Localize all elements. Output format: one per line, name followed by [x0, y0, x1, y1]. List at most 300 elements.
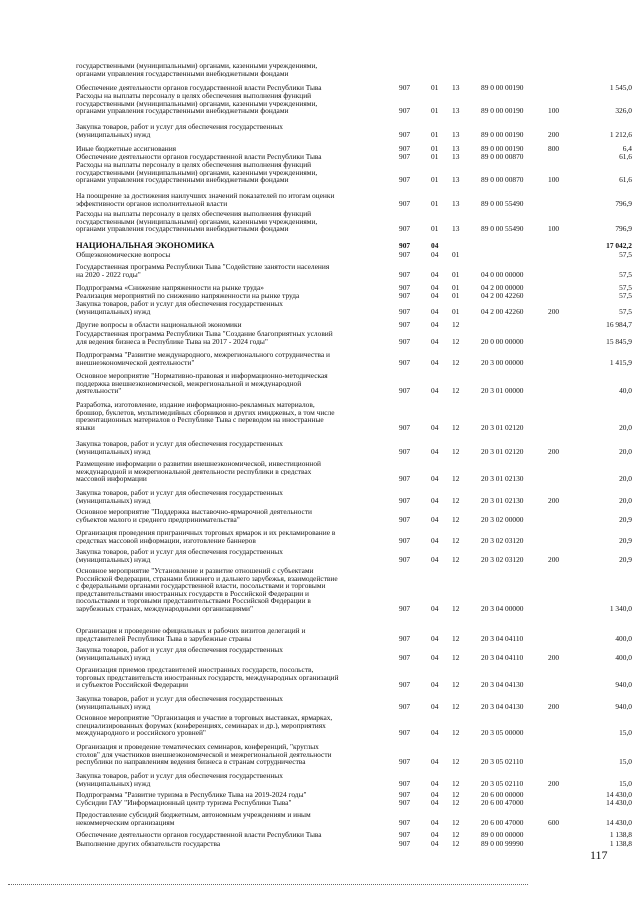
row-sum: 20,9	[619, 554, 632, 564]
row-ved: 907	[399, 652, 411, 662]
row-pr: 12	[452, 320, 460, 329]
row-rz: 01	[431, 152, 439, 161]
row-pr: 12	[452, 778, 460, 788]
row-pr: 01	[452, 283, 460, 292]
row-sum: 940,0	[615, 680, 632, 689]
row-vr: 100	[548, 224, 560, 233]
row-rz: 04	[431, 680, 439, 689]
row-pr: 01	[452, 291, 460, 300]
row-vr: 200	[548, 306, 560, 316]
row-pr: 13	[452, 106, 460, 115]
row-name-line: (муниципальных) нужд	[76, 447, 151, 455]
row-cs: 89 0 00 55490	[481, 198, 524, 208]
row-name-line: Основное мероприятие "Поддержка выставочно-ярмарочной деятельности	[76, 508, 313, 516]
row-vr: 200	[548, 778, 560, 788]
row-pr: 12	[452, 446, 460, 456]
row-ved: 907	[399, 514, 411, 524]
row-pr: 12	[452, 652, 460, 662]
row-pr: 12	[452, 336, 460, 346]
row-name-line: Основное мероприятие "Установление и развитие отношений с субъектами	[76, 567, 314, 575]
row-name-line: массовой информации	[76, 475, 147, 483]
row-sum: 20,9	[619, 514, 632, 524]
row-rz: 04	[431, 757, 439, 766]
row-name	[76, 508, 386, 523]
row-ved: 907	[399, 386, 411, 395]
row-rz: 04	[431, 283, 439, 292]
row-sum: 61,6	[619, 175, 632, 184]
row-ved: 907	[399, 554, 411, 564]
row-name-line: Организация и проведение официальных и рабочих визитов делегаций и	[76, 627, 306, 635]
row-name-line: зарубежных странах, международными организациями"	[76, 604, 253, 612]
row-name	[76, 772, 386, 787]
row-cs: 89 0 00 00190	[481, 83, 524, 92]
row-ved: 907	[399, 152, 411, 161]
row-pr: 12	[452, 757, 460, 766]
row-rz: 04	[431, 446, 439, 456]
row-name	[76, 161, 386, 184]
row-name-line: (муниципальных) нужд	[76, 702, 151, 710]
row-name-line: (муниципальных) нужд	[76, 496, 151, 504]
row-cs: 20 3 02 00000	[481, 514, 524, 524]
row-ved: 907	[399, 633, 411, 643]
row-vr: 200	[548, 129, 560, 139]
row-name-line: государственными (муниципальными) органами, казенными учреждениями,	[76, 99, 318, 107]
row-name-line: средствах массовой информации, изготовление баннеров	[76, 536, 256, 544]
row-pr: 13	[452, 83, 460, 92]
row-name	[76, 62, 386, 77]
row-cs: 20 3 04 04130	[481, 680, 524, 689]
row-pr: 13	[452, 175, 460, 184]
row-vr: 200	[548, 446, 560, 456]
row-ved: 907	[399, 320, 411, 329]
row-ved: 907	[399, 241, 411, 250]
row-name-line: Расходы на выплаты персоналу в целях обеспечения выполнения функций	[76, 92, 312, 100]
row-pr: 12	[452, 535, 460, 545]
row-cs: 20 3 04 04110	[481, 633, 524, 643]
row-cs: 20 3 04 04130	[481, 701, 524, 711]
row-name-line: Государственная программа Республики Тыва "Создание благоприятных условий	[76, 330, 333, 338]
row-name-line: субъектов малого и среднего предпринимательства"	[76, 515, 240, 523]
row-rz: 04	[431, 357, 439, 367]
row-pr: 12	[452, 680, 460, 689]
row-ved: 907	[399, 306, 411, 316]
row-name-line: Расходы на выплаты персоналу в целях обеспечения выполнения функций	[76, 161, 312, 169]
row-ved: 907	[399, 224, 411, 233]
row-cs: 04 2 00 00000	[481, 283, 524, 292]
row-sum: 1 340,0	[609, 603, 632, 613]
row-rz: 04	[431, 386, 439, 395]
row-name-line: столов" для участников внешнеэкономической и межрегиональной деятельности	[76, 750, 332, 758]
row-name-line: торговых представительств иностранных государств, международных организаций	[76, 673, 339, 681]
row-ved: 907	[399, 757, 411, 766]
row-rz: 04	[431, 535, 439, 545]
row-name	[76, 714, 386, 737]
row-name	[76, 840, 386, 848]
row-vr: 200	[548, 701, 560, 711]
row-ved: 907	[399, 198, 411, 208]
row-name-line: Основное мероприятие "Нормативно-правовая и информационно-методическая	[76, 372, 328, 380]
row-name	[76, 284, 386, 292]
row-sum: 400,0	[615, 652, 632, 662]
row-cs: 20 3 01 00000	[481, 386, 524, 395]
row-name-line: Подпрограмма «Снижение напряженности на рынке труда»	[76, 284, 264, 292]
row-rz: 04	[431, 422, 439, 432]
row-name	[76, 330, 386, 345]
row-sum: 20,9	[619, 535, 632, 545]
row-rz: 04	[431, 554, 439, 564]
row-sum: 57,5	[619, 269, 632, 279]
row-rz: 04	[431, 633, 439, 643]
row-cs: 04 2 00 42260	[481, 291, 524, 300]
footer-divider	[8, 884, 528, 885]
row-cs: 89 0 00 00000	[481, 830, 524, 839]
row-sum: 15,0	[619, 778, 632, 788]
row-cs: 20 0 00 00000	[481, 336, 524, 346]
row-cs: 20 3 04 04110	[481, 652, 524, 662]
row-cs: 20 3 01 02130	[481, 495, 524, 505]
row-pr: 12	[452, 422, 460, 432]
row-name-line: органами управления государственными внебюджетными фондами	[76, 176, 289, 184]
row-pr: 12	[452, 474, 460, 483]
row-name-line: Обеспечение деятельности органов государственной власти Республики Тыва	[76, 153, 322, 161]
row-ved: 907	[399, 283, 411, 292]
row-pr: 12	[452, 701, 460, 711]
row-cs: 89 0 00 00190	[481, 129, 524, 139]
row-name-line: органами управления государственными внебюджетными фондами	[76, 107, 289, 115]
row-sum: 20,0	[619, 495, 632, 505]
row-rz: 01	[431, 144, 439, 153]
row-rz: 04	[431, 241, 439, 250]
row-rz: 04	[431, 250, 439, 259]
row-name	[76, 831, 386, 839]
row-pr: 13	[452, 144, 460, 153]
row-name-line: Выполнение других обязательств государства	[76, 840, 221, 848]
row-rz: 04	[431, 817, 439, 827]
row-name	[76, 646, 386, 661]
row-vr: 200	[548, 495, 560, 505]
row-name-line: Предоставление субсидий бюджетным, автономным учреждениям и иным	[76, 811, 311, 819]
row-name-line: брошюр, буклетов, мультимедийных сборников и других имиджевых, в том числе	[76, 408, 335, 416]
row-ved: 907	[399, 701, 411, 711]
row-name	[76, 548, 386, 563]
row-name	[76, 811, 386, 826]
row-name-line: Размещение информации о развитии внешнеэкономической, инвестиционной	[76, 460, 321, 468]
row-ved: 907	[399, 291, 411, 300]
row-name	[76, 292, 386, 300]
row-rz: 04	[431, 839, 439, 848]
row-ved: 907	[399, 129, 411, 139]
row-sum: 14 430,0	[606, 798, 632, 807]
row-ved: 907	[399, 839, 411, 848]
row-name	[76, 123, 386, 138]
row-ved: 907	[399, 474, 411, 483]
row-name-line: государственными (муниципальными) органами, казенными учреждениями,	[76, 217, 318, 225]
row-sum: 796,9	[615, 198, 632, 208]
row-cs: 04 0 00 00000	[481, 269, 524, 279]
row-name-line: Обеспечение деятельности органов государственной власти Республики Тыва	[76, 831, 322, 839]
row-ved: 907	[399, 83, 411, 92]
row-sum: 940,0	[615, 701, 632, 711]
row-vr: 200	[548, 554, 560, 564]
row-sum: 14 430,0	[606, 790, 632, 799]
row-name-line: с федеральными органами государственной власти, посольствами и торговыми	[76, 582, 326, 590]
row-name-line: эффективности органов исполнительной власти	[76, 199, 228, 207]
row-name-line: Общеэкономические вопросы	[76, 251, 171, 259]
row-name-line: Закупка товаров, работ и услуг для обеспечения государственных	[76, 772, 283, 780]
page-number: 117	[590, 848, 608, 862]
row-vr: 600	[548, 817, 560, 827]
row-cs: 89 0 00 00870	[481, 175, 524, 184]
row-sum: 1 415,9	[609, 357, 632, 367]
row-name-line: (муниципальных) нужд	[76, 130, 151, 138]
row-cs: 89 0 00 99990	[481, 839, 524, 848]
row-vr: 100	[548, 106, 560, 115]
row-name-line: государственными (муниципальными) органами, казенными учреждениями,	[76, 62, 318, 70]
row-pr: 12	[452, 790, 460, 799]
row-name-line: Закупка товаров, работ и услуг для обеспечения государственных	[76, 548, 283, 556]
row-name-line: некоммерческим организациям	[76, 818, 175, 826]
row-name-line: Расходы на выплаты персоналу в целях обеспечения выполнения функций	[76, 210, 312, 218]
row-name-line: (муниципальных) нужд	[76, 307, 151, 315]
row-name-line: государственными (муниципальными) органами, казенными учреждениями,	[76, 168, 318, 176]
row-sum: 1 138,8	[609, 830, 632, 839]
row-name	[76, 145, 386, 153]
row-name-line: (муниципальных) нужд	[76, 555, 151, 563]
row-rz: 01	[431, 129, 439, 139]
row-pr: 12	[452, 798, 460, 807]
row-ved: 907	[399, 680, 411, 689]
row-pr: 12	[452, 728, 460, 737]
row-name-line: Закупка товаров, работ и услуг для обеспечения государственных	[76, 489, 283, 497]
row-cs: 89 0 00 55490	[481, 224, 524, 233]
row-name	[76, 192, 386, 207]
row-rz: 04	[431, 652, 439, 662]
row-name-line: для ведения бизнеса в Республике Тыва на 2017 - 2024 годы"	[76, 337, 268, 345]
row-name-line: органами управления государственными внебюджетными фондами	[76, 225, 289, 233]
row-sum: 61,6	[619, 152, 632, 161]
row-sum: 326,0	[615, 106, 632, 115]
row-sum: 15,0	[619, 757, 632, 766]
row-pr: 13	[452, 129, 460, 139]
row-rz: 01	[431, 175, 439, 184]
row-sum: 57,5	[619, 250, 632, 259]
row-name	[76, 84, 386, 92]
row-name-line: Подпрограмма "Развитие международного, межрегионального сотрудничества и	[76, 351, 331, 359]
row-ved: 907	[399, 728, 411, 737]
row-rz: 04	[431, 778, 439, 788]
row-ved: 907	[399, 250, 411, 259]
row-sum: 14 430,0	[606, 817, 632, 827]
row-pr: 12	[452, 633, 460, 643]
row-cs: 20 6 00 47000	[481, 817, 524, 827]
row-name-line: представителей Республики Тыва в зарубежные страны	[76, 634, 252, 642]
row-name-line: Организация и проведение тематических семинаров, конференций, "круглых	[76, 743, 319, 751]
row-name	[76, 210, 386, 233]
row-name	[76, 695, 386, 710]
row-name	[76, 372, 386, 395]
row-sum: 1 545,0	[609, 83, 632, 92]
row-pr: 12	[452, 839, 460, 848]
row-name	[76, 460, 386, 483]
row-rz: 04	[431, 495, 439, 505]
row-name	[76, 440, 386, 455]
row-cs: 20 3 00 00000	[481, 357, 524, 367]
row-name-line: Основное мероприятие "Организация и участие в торговых выставках, ярмарках,	[76, 714, 333, 722]
row-cs: 20 3 02 03120	[481, 535, 524, 545]
row-vr: 800	[548, 144, 560, 153]
row-cs: 20 3 01 02130	[481, 474, 524, 483]
row-name-line: Закупка товаров, работ и услуг для обеспечения государственных	[76, 440, 283, 448]
row-cs: 20 3 04 00000	[481, 603, 524, 613]
row-name-line: Закупка товаров, работ и услуг для обеспечения государственных	[76, 695, 283, 703]
row-name-line: Организация проведения приграничных торговых ярмарок и их рекламирование в	[76, 529, 336, 537]
row-name-line: на 2020 - 2022 годы"	[76, 270, 141, 278]
row-rz: 04	[431, 728, 439, 737]
row-name-line: органами управления государственными внебюджетными фондами	[76, 69, 289, 77]
row-sum: 40,0	[619, 386, 632, 395]
row-name-line: языки	[76, 423, 95, 431]
row-rz: 04	[431, 306, 439, 316]
row-cs: 89 0 00 00190	[481, 144, 524, 153]
row-name-line: внешнеэкономической деятельности"	[76, 358, 195, 366]
row-name-line: Иные бюджетные ассигнования	[76, 145, 177, 153]
row-name	[76, 321, 386, 329]
row-rz: 04	[431, 830, 439, 839]
row-name-line: Закупка товаров, работ и услуг для обеспечения государственных	[76, 123, 283, 131]
row-pr: 01	[452, 269, 460, 279]
row-ved: 907	[399, 269, 411, 279]
row-name	[76, 351, 386, 366]
row-name	[76, 300, 386, 315]
row-name-line: Другие вопросы в области национальной экономики	[76, 321, 242, 329]
row-name	[76, 489, 386, 504]
row-cs: 89 0 00 00190	[481, 106, 524, 115]
row-rz: 04	[431, 603, 439, 613]
row-rz: 01	[431, 224, 439, 233]
row-ved: 907	[399, 495, 411, 505]
row-ved: 907	[399, 603, 411, 613]
row-name-line: Закупка товаров, работ и услуг для обеспечения государственных	[76, 300, 283, 308]
row-sum: 17 042,2	[606, 241, 632, 250]
row-rz: 04	[431, 790, 439, 799]
row-pr: 12	[452, 830, 460, 839]
row-name	[76, 153, 386, 161]
row-name-line: Государственная программа Республики Тыва "Содействие занятости населения	[76, 263, 330, 271]
row-sum: 15,0	[619, 728, 632, 737]
row-name-line: (муниципальных) нужд	[76, 653, 151, 661]
row-sum: 20,0	[619, 474, 632, 483]
row-pr: 12	[452, 554, 460, 564]
row-name-line: Разработка, изготовление, издание информационно-рекламных материалов,	[76, 401, 315, 409]
row-rz: 04	[431, 798, 439, 807]
row-cs: 20 3 01 02120	[481, 422, 524, 432]
row-sum: 15 845,9	[606, 336, 632, 346]
row-ved: 907	[399, 357, 411, 367]
row-cs: 20 6 00 00000	[481, 790, 524, 799]
row-name	[76, 627, 386, 642]
row-sum: 16 984,7	[606, 320, 632, 329]
row-name-line: НАЦИОНАЛЬНАЯ ЭКОНОМИКА	[76, 242, 215, 250]
row-name	[76, 529, 386, 544]
row-pr: 12	[452, 386, 460, 395]
row-name-line: Закупка товаров, работ и услуг для обеспечения государственных	[76, 646, 283, 654]
row-name-line: международной и межрегиональной деятельности республики в средствах	[76, 467, 312, 475]
row-name	[76, 251, 386, 259]
row-pr: 12	[452, 495, 460, 505]
row-cs: 20 3 01 02120	[481, 446, 524, 456]
row-sum: 57,5	[619, 283, 632, 292]
row-name-line: Реализация мероприятий по снижению напряженности на рынке труда	[76, 292, 300, 300]
row-cs: 20 3 05 00000	[481, 728, 524, 737]
row-vr: 200	[548, 652, 560, 662]
row-cs: 89 0 00 00870	[481, 152, 524, 161]
row-ved: 907	[399, 817, 411, 827]
row-name-line: Обеспечение деятельности органов государственной власти Республики Тыва	[76, 84, 322, 92]
row-name-line: и субъектов Российской Федерации	[76, 681, 189, 689]
row-name	[76, 263, 386, 278]
row-ved: 907	[399, 446, 411, 456]
row-ved: 907	[399, 790, 411, 799]
row-rz: 04	[431, 291, 439, 300]
row-ved: 907	[399, 798, 411, 807]
row-name-line: презентационных материалов о Республике Тыва с переводом на иностранные	[76, 416, 324, 424]
row-pr: 12	[452, 514, 460, 524]
row-name-line: Подпрограмма "Развитие туризма в Республике Тыва на 2019-2024 годы"	[76, 791, 307, 799]
row-cs: 20 3 05 02110	[481, 757, 524, 766]
row-rz: 04	[431, 336, 439, 346]
row-sum: 1 138,8	[609, 839, 632, 848]
row-sum: 1 212,6	[609, 129, 632, 139]
row-name	[76, 401, 386, 431]
row-name-line: На поощрение за достижения наилучших значений показателей по итогам оценки	[76, 192, 335, 200]
row-ved: 907	[399, 778, 411, 788]
row-rz: 04	[431, 701, 439, 711]
row-pr: 12	[452, 603, 460, 613]
row-name-line: представительствами иностранных государств в Российской Федерации и	[76, 589, 309, 597]
row-name	[76, 666, 386, 689]
row-name-line: международного и российского уровней"	[76, 729, 206, 737]
row-name-line: Российской Федерации, странами ближнего и дальнего зарубежья, взаимодействие	[76, 574, 338, 582]
row-pr: 13	[452, 198, 460, 208]
row-name-line: Субсидии ГАУ "Информационный центр туризма Республики Тыва"	[76, 799, 292, 807]
row-cs: 20 6 00 47000	[481, 798, 524, 807]
row-sum: 400,0	[615, 633, 632, 643]
row-ved: 907	[399, 106, 411, 115]
row-sum: 20,0	[619, 446, 632, 456]
row-pr: 12	[452, 357, 460, 367]
row-name-line: посольствами и торговыми представительствами Российской Федерации в	[76, 597, 311, 605]
row-pr: 13	[452, 152, 460, 161]
row-ved: 907	[399, 144, 411, 153]
row-vr: 100	[548, 175, 560, 184]
row-name	[76, 791, 386, 799]
row-cs: 20 3 02 03120	[481, 554, 524, 564]
row-sum: 57,5	[619, 291, 632, 300]
row-rz: 01	[431, 83, 439, 92]
row-sum: 57,5	[619, 306, 632, 316]
row-rz: 04	[431, 474, 439, 483]
row-name-line: деятельности"	[76, 387, 122, 395]
row-pr: 01	[452, 306, 460, 316]
row-ved: 907	[399, 336, 411, 346]
row-name	[76, 242, 386, 250]
row-name	[76, 743, 386, 766]
row-rz: 01	[431, 198, 439, 208]
row-rz: 04	[431, 320, 439, 329]
row-sum: 6,4	[622, 144, 632, 153]
row-rz: 01	[431, 106, 439, 115]
row-sum: 20,0	[619, 422, 632, 432]
